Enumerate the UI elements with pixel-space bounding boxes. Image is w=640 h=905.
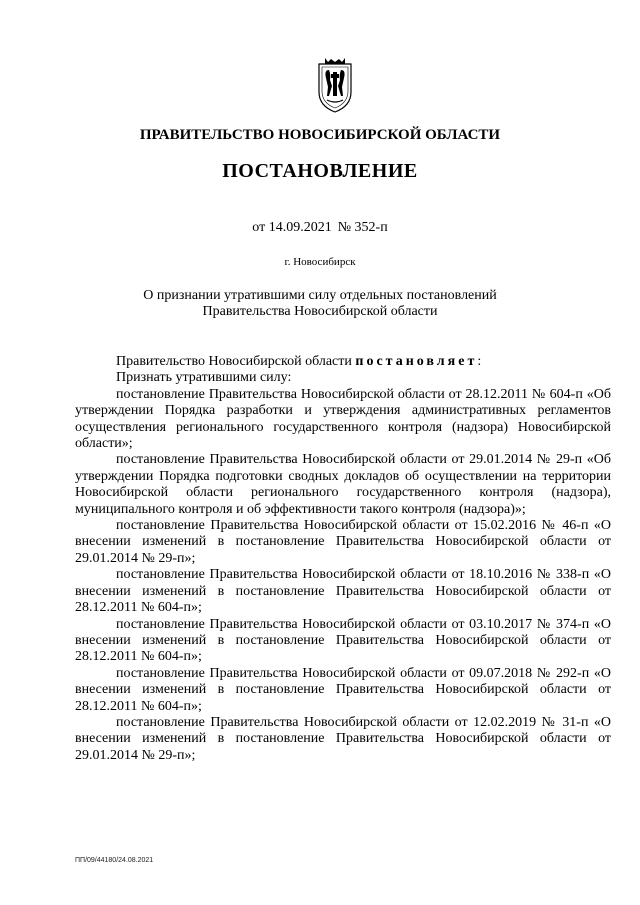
footer-code: ПП/09/44180/24.08.2021	[75, 857, 154, 864]
document-type: ПОСТАНОВЛЕНИЕ	[222, 160, 418, 182]
coat-of-arms-icon	[316, 56, 354, 114]
list-item: постановление Правительства Новосибирской области от 18.10.2016 № 338-п «О внесении изменений в постановление Правительства Новосибирской области от 28.12.2011 № 604-п»;	[75, 567, 611, 616]
document-number: № 352-п	[337, 220, 388, 235]
list-item: постановление Правительства Новосибирской области от 03.10.2017 № 374-п «О внесении изменений в постановление Правительства Новосибирской области от 28.12.2011 № 604-п»;	[75, 616, 611, 665]
document-date: от 14.09.2021	[252, 220, 332, 235]
intro-suffix: :	[477, 354, 482, 369]
list-item: постановление Правительства Новосибирской области от 29.01.2014 № 29-п «Об утверждении Порядка подготовки сводных докладов об осуществлении на территории Новосибирской области регионального государственного контроля (надзора), муниципального контроля и об эффективности такого контроля (надзора)»;	[75, 452, 611, 517]
declare-paragraph: Признать утратившими силу:	[116, 370, 292, 386]
city-label: г. Новосибирск	[284, 256, 356, 268]
document-subject	[0, 288, 640, 320]
date-number-line	[0, 220, 640, 236]
intro-paragraph	[75, 354, 611, 370]
list-item: постановление Правительства Новосибирской области от 09.07.2018 № 292-п «О внесении изменений в постановление Правительства Новосибирской области от 28.12.2011 № 604-п»;	[75, 665, 611, 714]
subject-line-1: О признании утратившими силу отдельных постановлений	[143, 288, 497, 303]
document-body	[75, 354, 611, 764]
list-item: постановление Правительства Новосибирской области от 12.02.2019 № 31-п «О внесении изменений в постановление Правительства Новосибирской области от 29.01.2014 № 29-п»;	[75, 714, 611, 763]
subject-line-2: Правительства Новосибирской области	[202, 304, 438, 319]
intro-verb: постановляет	[355, 354, 478, 369]
list-item: постановление Правительства Новосибирской области от 28.12.2011 № 604-п «Об утверждении Порядка разработки и утверждения административных регламентов осуществления регионального государственного контроля (надзора) Новосибирской области»;	[75, 386, 611, 452]
list-item: постановление Правительства Новосибирской области от 15.02.2016 № 46-п «О внесении изменений в постановление Правительства Новосибирской области от 29.01.2014 № 29-п»;	[75, 518, 611, 566]
intro-prefix: Правительство Новосибирской области	[116, 354, 352, 369]
organization-name: ПРАВИТЕЛЬСТВО НОВОСИБИРСКОЙ ОБЛАСТИ	[139, 127, 501, 143]
